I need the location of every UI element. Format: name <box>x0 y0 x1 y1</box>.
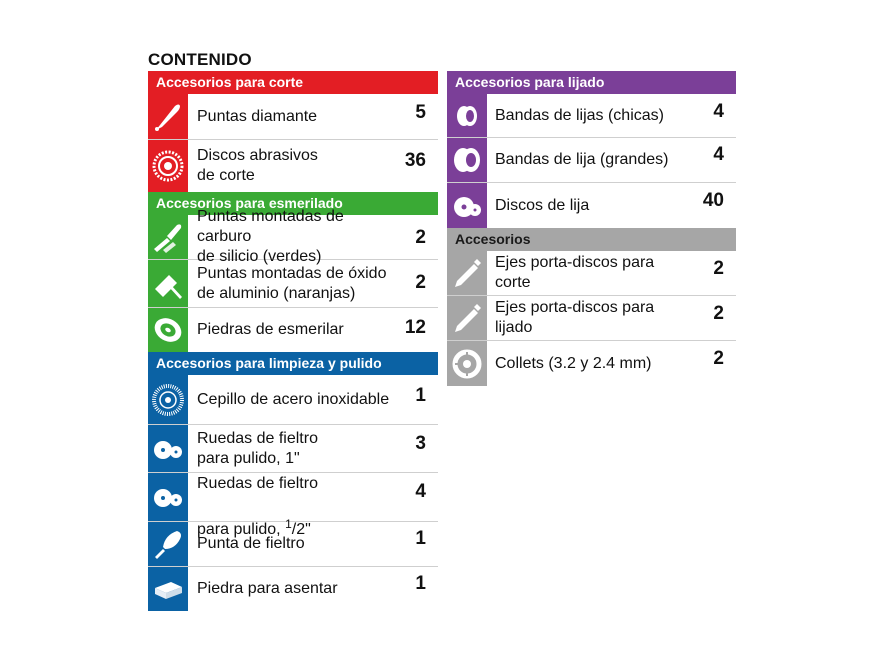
item-label: Puntas montadas de óxido de aluminio (naranjas) <box>197 264 387 302</box>
item-quantity: 40 <box>702 190 724 211</box>
item-quantity: 2 <box>713 348 724 369</box>
item-quantity: 2 <box>713 258 724 279</box>
item-quantity: 1 <box>415 573 426 594</box>
list-item <box>148 260 438 308</box>
diamond-point-icon <box>148 94 188 139</box>
item-quantity: 5 <box>415 102 426 123</box>
list-item <box>447 138 736 183</box>
item-label: Puntas diamante <box>197 107 318 125</box>
sharpening-stone-icon <box>148 567 188 611</box>
item-quantity: 12 <box>404 317 426 338</box>
item-label: Ejes porta-discos para corte <box>495 254 655 291</box>
item-quantity: 1 <box>415 528 426 549</box>
right-column <box>447 71 736 386</box>
section-cleaning-polishing <box>148 352 438 611</box>
item-quantity: 2 <box>713 303 724 324</box>
item-quantity: 36 <box>404 150 426 171</box>
item-label: Piedras de esmerilar <box>197 321 344 338</box>
list-item <box>148 567 438 611</box>
section-header-cleaning: Accesorios para limpieza y pulido <box>148 352 438 375</box>
item-quantity: 4 <box>713 101 724 122</box>
item-quantity: 4 <box>415 481 426 502</box>
item-label-fraction-denominator: /2" <box>291 521 311 539</box>
sanding-band-small-icon <box>447 94 487 137</box>
item-label: Cepillo de acero inoxidable <box>197 390 390 408</box>
list-item <box>447 183 736 228</box>
list-item <box>148 522 438 567</box>
section-header-cutting: Accesorios para corte <box>148 71 438 94</box>
collet-icon <box>447 341 487 386</box>
list-item <box>148 308 438 352</box>
section-header-grinding: Accesorios para esmerilado <box>148 192 438 215</box>
list-item <box>148 94 438 140</box>
item-label: Discos de lija <box>495 196 590 214</box>
wire-brush-icon <box>148 375 188 424</box>
item-label: Puntas montadas de carburo de silicio (verdes) <box>197 208 344 265</box>
sanding-band-large-icon <box>447 138 487 182</box>
item-quantity: 2 <box>415 272 426 293</box>
item-label: Bandas de lija (grandes) <box>495 151 669 168</box>
sanding-disc-icon <box>447 183 487 228</box>
felt-wheel-small-icon <box>148 473 188 521</box>
item-quantity: 2 <box>415 227 426 248</box>
list-item <box>447 94 736 138</box>
list-item <box>447 251 736 296</box>
item-quantity: 3 <box>415 433 426 454</box>
silicon-carbide-point-icon <box>148 215 188 259</box>
item-label: Bandas de lijas (chicas) <box>495 106 664 124</box>
item-label: Discos abrasivos de corte <box>197 147 318 184</box>
section-accessories <box>447 228 736 386</box>
item-label-line2-pre: para pulido, <box>197 521 286 539</box>
grinding-stone-icon <box>148 308 188 352</box>
aluminum-oxide-point-icon <box>148 260 188 307</box>
mandrel-sanding-icon <box>447 296 487 340</box>
list-item <box>447 296 736 341</box>
felt-tip-icon <box>148 522 188 566</box>
list-item <box>148 140 438 192</box>
mandrel-icon <box>447 251 487 295</box>
cutoff-disc-icon <box>148 140 188 192</box>
section-cutting <box>148 71 438 192</box>
item-label-fraction-numerator: 1 <box>285 516 292 531</box>
item-quantity: 1 <box>415 385 426 406</box>
item-label: Ejes porta-discos para lijado <box>495 299 655 336</box>
section-header-sanding: Accesorios para lijado <box>447 71 736 94</box>
list-item <box>148 208 438 265</box>
list-item <box>447 341 736 386</box>
page-title: CONTENIDO <box>148 50 252 69</box>
left-column <box>148 71 438 611</box>
list-item <box>148 375 438 425</box>
item-label-line1: Ruedas de fieltro <box>197 474 318 492</box>
item-label: Ruedas de fieltro para pulido, 1" <box>197 429 318 467</box>
item-label: Piedra para asentar <box>197 580 338 597</box>
felt-wheel-icon <box>148 425 188 472</box>
list-item <box>148 473 438 539</box>
item-label: Punta de fieltro <box>197 535 305 552</box>
section-grinding <box>148 192 438 352</box>
section-sanding <box>447 71 736 228</box>
item-quantity: 4 <box>713 144 724 165</box>
item-label: Collets (3.2 y 2.4 mm) <box>495 354 652 372</box>
section-header-accessories: Accesorios <box>447 228 736 251</box>
